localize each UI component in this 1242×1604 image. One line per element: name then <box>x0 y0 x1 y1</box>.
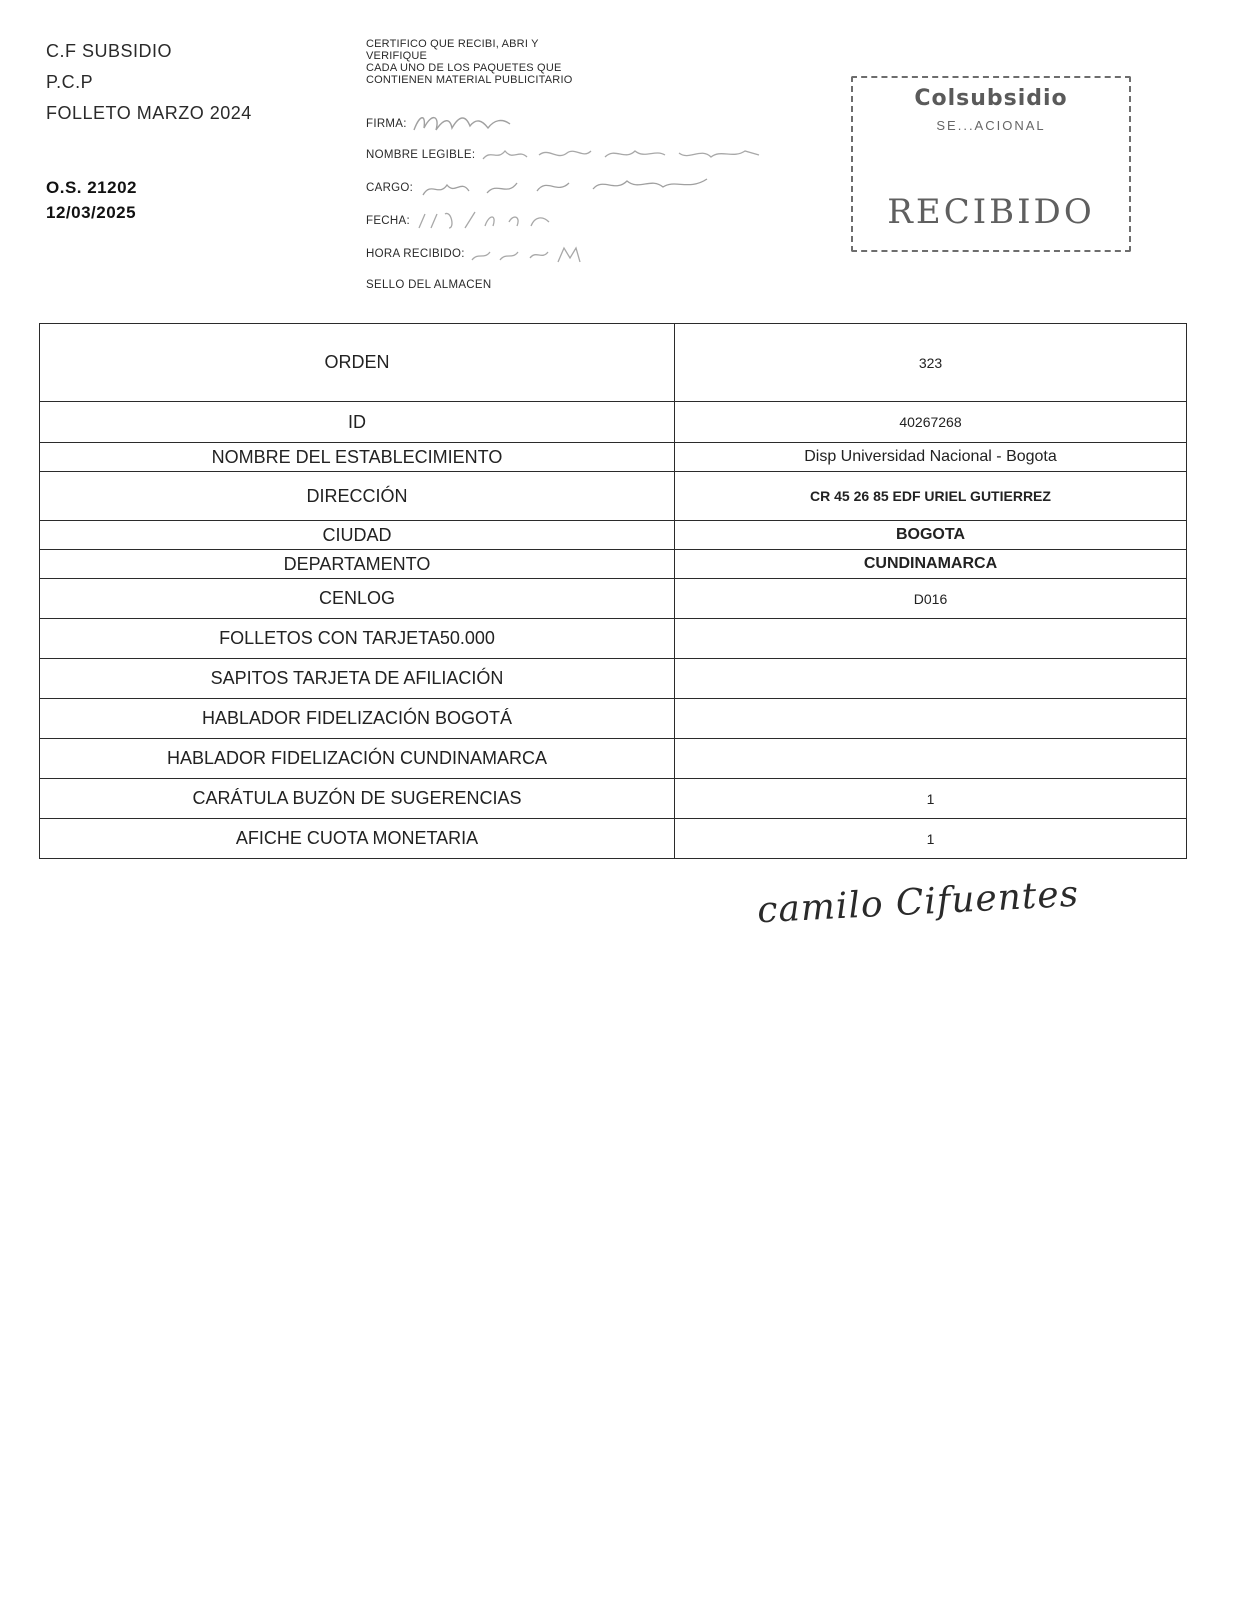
header-block <box>46 36 252 225</box>
stamp-brand: Colsubsidio <box>914 86 1068 111</box>
table-row <box>40 659 1187 699</box>
nombre-field <box>366 143 769 167</box>
hora-field <box>366 242 588 266</box>
row-value: CUNDINAMARCA <box>675 550 1187 579</box>
table-row <box>40 443 1187 472</box>
row-label: FOLLETOS CON TARJETA50.000 <box>40 619 675 659</box>
row-value: D016 <box>675 579 1187 619</box>
program-code: P.C.P <box>46 72 94 92</box>
row-label: CIUDAD <box>40 521 675 550</box>
row-label: ID <box>40 402 675 443</box>
delivery-table <box>39 323 1187 859</box>
stamp-subtitle: SE...ACIONAL <box>936 118 1046 133</box>
row-label: SAPITOS TARJETA DE AFILIACIÓN <box>40 659 675 699</box>
service-order: O.S. 21202 <box>46 178 138 197</box>
table-row <box>40 579 1187 619</box>
row-label: NOMBRE DEL ESTABLECIMIENTO <box>40 443 675 472</box>
hora-scribble <box>468 242 588 266</box>
row-value: 40267268 <box>675 402 1187 443</box>
table-row <box>40 699 1187 739</box>
cargo-scribble <box>417 173 737 203</box>
brochure-title: FOLLETO MARZO 2024 <box>46 103 252 123</box>
table-row <box>40 619 1187 659</box>
handwritten-signature: camilo Cifuentes <box>756 873 1081 932</box>
table-row <box>40 550 1187 579</box>
table-row <box>40 521 1187 550</box>
company-name: C.F SUBSIDIO <box>46 41 173 61</box>
table-row <box>40 819 1187 859</box>
cert-line: VERIFIQUE <box>366 50 428 62</box>
table-row <box>40 472 1187 521</box>
row-label: ORDEN <box>40 324 675 402</box>
cert-line: CERTIFICO QUE RECIBI, ABRI Y <box>366 38 539 50</box>
certification-text <box>366 38 572 86</box>
row-label: HABLADOR FIDELIZACIÓN BOGOTÁ <box>40 699 675 739</box>
row-value: Disp Universidad Nacional - Bogota <box>675 443 1187 472</box>
row-value <box>675 699 1187 739</box>
table-row <box>40 739 1187 779</box>
document-date: 12/03/2025 <box>46 203 137 222</box>
row-label: DIRECCIÓN <box>40 472 675 521</box>
row-value <box>675 659 1187 699</box>
row-label: HABLADOR FIDELIZACIÓN CUNDINAMARCA <box>40 739 675 779</box>
firma-label: FIRMA: <box>366 118 407 131</box>
row-value: BOGOTA <box>675 521 1187 550</box>
table-row <box>40 402 1187 443</box>
nombre-scribble <box>479 143 769 167</box>
row-label: CENLOG <box>40 579 675 619</box>
fecha-field <box>366 208 563 234</box>
row-label: DEPARTAMENTO <box>40 550 675 579</box>
row-value: CR 45 26 85 EDF URIEL GUTIERREZ <box>675 472 1187 521</box>
cargo-label: CARGO: <box>366 182 414 195</box>
nombre-label: NOMBRE LEGIBLE: <box>366 149 476 162</box>
row-value <box>675 619 1187 659</box>
row-value: 1 <box>675 779 1187 819</box>
table-row <box>40 324 1187 402</box>
row-label: AFICHE CUOTA MONETARIA <box>40 819 675 859</box>
stamp-status: RECIBIDO <box>887 192 1095 232</box>
hora-label: HORA RECIBIDO: <box>366 248 465 261</box>
row-label: CARÁTULA BUZÓN DE SUGERENCIAS <box>40 779 675 819</box>
row-value <box>675 739 1187 779</box>
sello-label: SELLO DEL ALMACEN <box>366 279 492 291</box>
cert-line: CADA UNO DE LOS PAQUETES QUE <box>366 62 562 74</box>
fecha-scribble <box>413 208 563 234</box>
cargo-field <box>366 173 737 203</box>
row-value: 323 <box>675 324 1187 402</box>
row-value: 1 <box>675 819 1187 859</box>
cert-line: CONTIENEN MATERIAL PUBLICITARIO <box>366 74 573 86</box>
fecha-label: FECHA: <box>366 215 410 228</box>
firma-scribble <box>410 110 520 138</box>
firma-field <box>366 110 520 138</box>
table-row <box>40 779 1187 819</box>
received-stamp <box>851 76 1131 252</box>
